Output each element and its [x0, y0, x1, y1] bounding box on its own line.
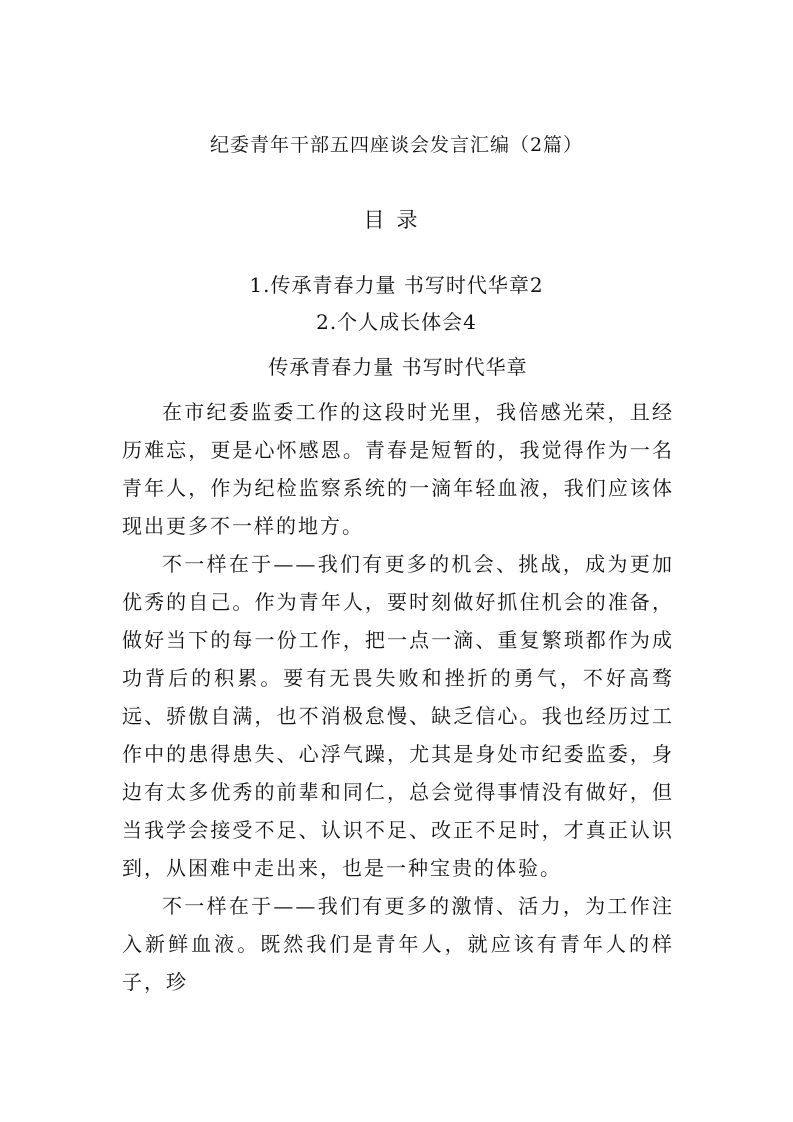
toc-item-1[interactable]: 1.传承青春力量 书写时代华章2	[249, 273, 544, 297]
toc-heading: 目录	[363, 208, 430, 232]
paragraph: 在市纪委监委工作的这段时光里，我倍感光荣，且经历难忘，更是心怀感恩。青春是短暂的，我觉得作为一名青年人，作为纪检监察系统的一滴年轻血液，我们应该体现出更多不一样的地方。	[122, 400, 674, 538]
paragraph: 不一样在于——我们有更多的机会、挑战，成为更加优秀的自己。作为青年人，要时刻做好抓住机会的准备，做好当下的每一份工作，把一点一滴、重复繁琐都作为成功背后的积累。要有无畏失败和挫折的勇气，不好高骛远、骄傲自满，也不消极怠慢、缺乏信心。我也经历过工作中的患得患失、心浮气躁，尤其是身处市纪委监委，身边有太多优秀的前辈和同仁，总会觉得事情没有做好，但当我学会接受不足、认识不足、改正不足时，才真正认识到，从困难中走出来，也是一种宝贵的体验。	[122, 552, 674, 880]
article-title: 传承青春力量 书写时代华章	[268, 355, 528, 379]
table-of-contents	[0, 270, 793, 344]
document-title: 纪委青年干部五四座谈会发言汇编（2篇）	[209, 134, 584, 156]
article	[122, 349, 674, 1001]
paragraph: 不一样在于——我们有更多的激情、活力，为工作注入新鲜血液。既然我们是青年人，就应该有青年人的样子，珍	[122, 894, 674, 994]
toc-item-2[interactable]: 2.个人成长体会4	[316, 310, 477, 334]
